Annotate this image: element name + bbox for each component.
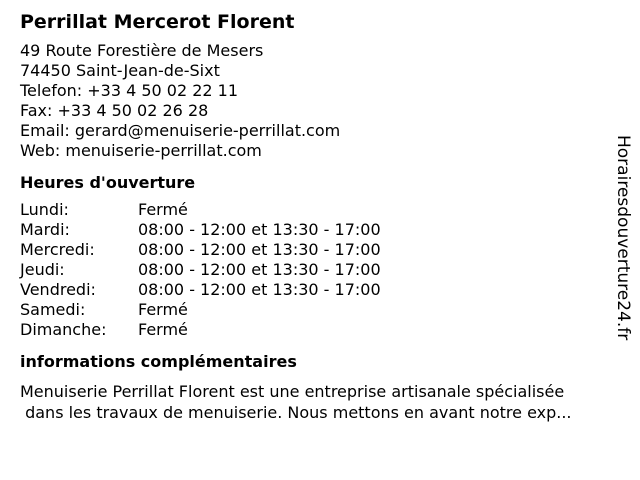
hours-day: Lundi:: [20, 200, 69, 219]
hours-time: 08:00 - 12:00 et 13:30 - 17:00: [138, 280, 381, 299]
hours-day: Jeudi:: [20, 260, 65, 279]
info-heading: informations complémentaires: [20, 352, 297, 371]
site-watermark: Horairesdouverture24.fr: [613, 135, 633, 341]
hours-heading: Heures d'ouverture: [20, 173, 196, 192]
web-line: Web: menuiserie-perrillat.com: [20, 141, 262, 160]
address-line-1: 49 Route Forestière de Mesers: [20, 41, 264, 60]
hours-row-thursday: [20, 260, 610, 280]
info-description-line-2: dans les travaux de menuiserie. Nous mettons en avant notre exp...: [20, 403, 572, 422]
business-card: [20, 10, 610, 423]
business-name: Perrillat Mercerot Florent: [20, 11, 295, 33]
hours-day: Dimanche:: [20, 320, 107, 339]
hours-time: Fermé: [138, 320, 188, 339]
fax-line: Fax: +33 4 50 02 26 28: [20, 101, 209, 120]
hours-time: 08:00 - 12:00 et 13:30 - 17:00: [138, 220, 381, 239]
hours-time: 08:00 - 12:00 et 13:30 - 17:00: [138, 240, 381, 259]
hours-row-tuesday: [20, 220, 610, 240]
hours-row-saturday: [20, 300, 610, 320]
hours-day: Mardi:: [20, 220, 70, 239]
hours-time: Fermé: [138, 300, 188, 319]
phone-line: Telefon: +33 4 50 02 22 11: [20, 81, 239, 100]
hours-time: Fermé: [138, 200, 188, 219]
email-line: Email: gerard@menuiserie-perrillat.com: [20, 121, 341, 140]
hours-day: Samedi:: [20, 300, 86, 319]
info-description-line-1: Menuiserie Perrillat Florent est une entreprise artisanale spécialisée: [20, 382, 565, 401]
hours-day: Mercredi:: [20, 240, 95, 259]
hours-row-wednesday: [20, 240, 610, 260]
hours-table: [20, 200, 610, 340]
hours-row-sunday: [20, 320, 610, 340]
address-line-2: 74450 Saint-Jean-de-Sixt: [20, 61, 220, 80]
hours-time: 08:00 - 12:00 et 13:30 - 17:00: [138, 260, 381, 279]
hours-day: Vendredi:: [20, 280, 96, 299]
hours-row-monday: [20, 200, 610, 220]
hours-row-friday: [20, 280, 610, 300]
